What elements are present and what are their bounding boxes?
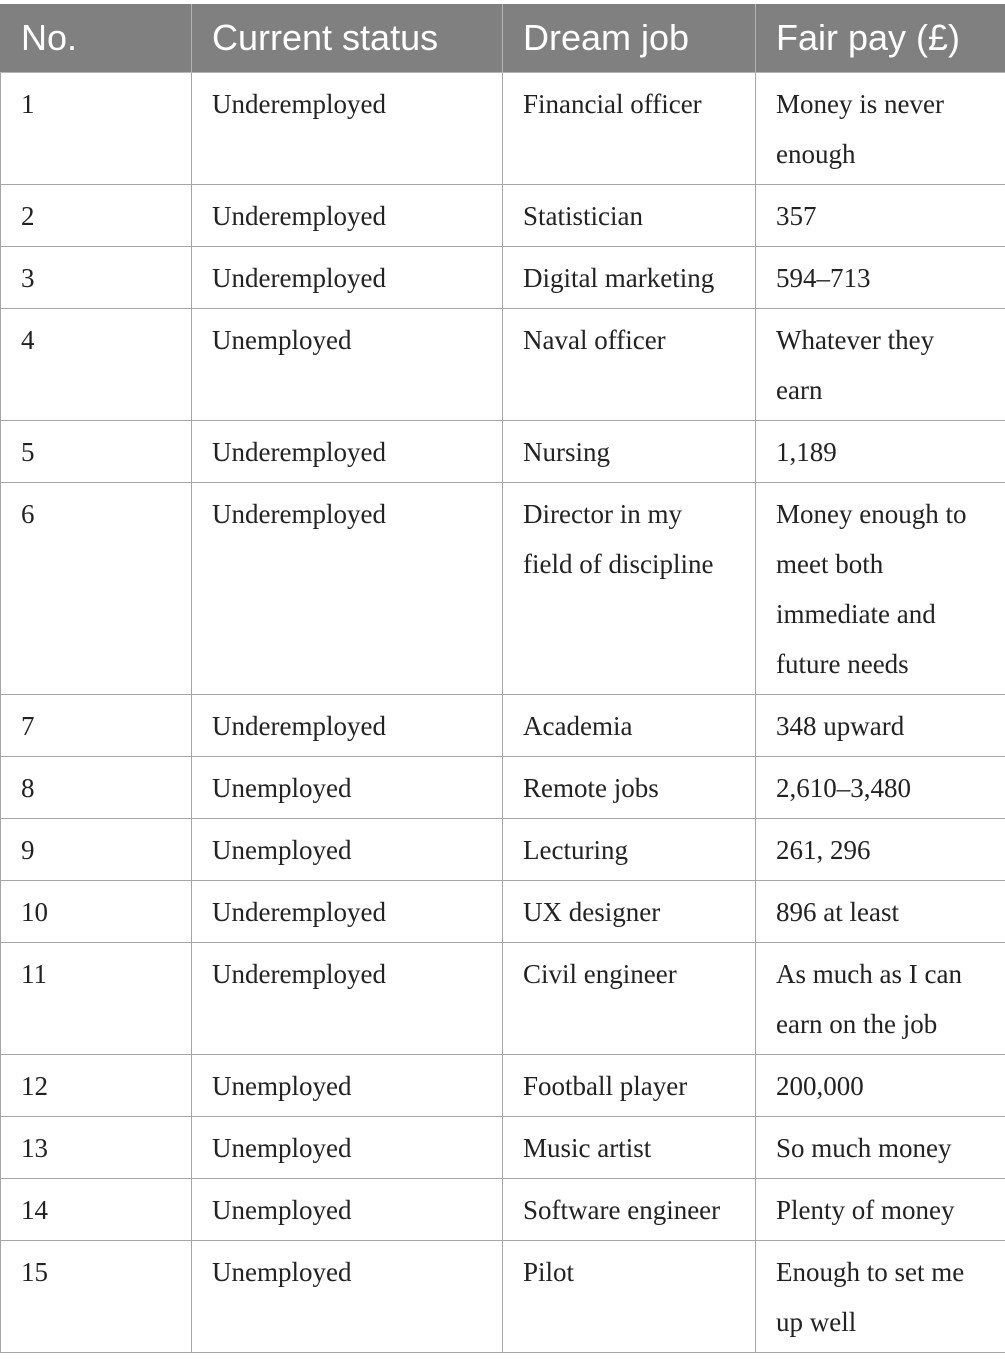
table-row [1,247,1005,309]
dream-jobs-table-container [0,4,1005,1353]
cell-no: 1 [1,73,192,185]
table-row [1,421,1005,483]
header-current-status: Current status [192,4,503,73]
cell-no: 14 [1,1179,192,1241]
cell-no: 4 [1,309,192,421]
header-no: No. [1,4,192,73]
cell-pay: So much money [756,1117,1005,1179]
cell-no: 8 [1,757,192,819]
cell-job: Software engineer [503,1179,756,1241]
cell-job: Digital marketing [503,247,756,309]
cell-pay: Whatever they earn [756,309,1005,421]
table-row [1,1241,1005,1353]
table-row [1,695,1005,757]
cell-status: Unemployed [192,819,503,881]
cell-no: 7 [1,695,192,757]
cell-status: Underemployed [192,483,503,695]
cell-status: Underemployed [192,421,503,483]
header-dream-job: Dream job [503,4,756,73]
cell-job: Nursing [503,421,756,483]
cell-pay: 2,610–3,480 [756,757,1005,819]
cell-no: 6 [1,483,192,695]
cell-no: 10 [1,881,192,943]
cell-status: Underemployed [192,695,503,757]
header-row [1,4,1005,73]
cell-job: Pilot [503,1241,756,1353]
cell-no: 11 [1,943,192,1055]
table-row [1,881,1005,943]
cell-status: Unemployed [192,757,503,819]
cell-pay: Money enough to meet both immediate and future needs [756,483,1005,695]
cell-no: 12 [1,1055,192,1117]
cell-pay: 896 at least [756,881,1005,943]
cell-status: Unemployed [192,1179,503,1241]
table-body [1,73,1005,1353]
cell-status: Unemployed [192,1241,503,1353]
cell-job: Academia [503,695,756,757]
cell-status: Underemployed [192,185,503,247]
cell-pay: 594–713 [756,247,1005,309]
cell-status: Unemployed [192,1117,503,1179]
table-header [1,4,1005,73]
cell-pay: 348 upward [756,695,1005,757]
dream-jobs-table [0,4,1005,1353]
table-row [1,309,1005,421]
table-row [1,819,1005,881]
cell-pay: As much as I can earn on the job [756,943,1005,1055]
table-row [1,1117,1005,1179]
cell-job: Music artist [503,1117,756,1179]
cell-job: Remote jobs [503,757,756,819]
cell-no: 9 [1,819,192,881]
cell-status: Unemployed [192,1055,503,1117]
cell-no: 15 [1,1241,192,1353]
cell-pay: 200,000 [756,1055,1005,1117]
cell-pay: Plenty of money [756,1179,1005,1241]
table-row [1,757,1005,819]
cell-no: 13 [1,1117,192,1179]
cell-job: Statistician [503,185,756,247]
header-fair-pay: Fair pay (£) [756,4,1005,73]
table-row [1,185,1005,247]
table-row [1,1055,1005,1117]
table-row [1,1179,1005,1241]
cell-pay: 1,189 [756,421,1005,483]
cell-job: Director in my field of discipline [503,483,756,695]
cell-job: Civil engineer [503,943,756,1055]
cell-no: 5 [1,421,192,483]
cell-job: UX designer [503,881,756,943]
cell-pay: 261, 296 [756,819,1005,881]
cell-status: Underemployed [192,73,503,185]
cell-pay: 357 [756,185,1005,247]
cell-status: Underemployed [192,943,503,1055]
cell-job: Financial officer [503,73,756,185]
cell-status: Unemployed [192,309,503,421]
table-row [1,943,1005,1055]
cell-no: 2 [1,185,192,247]
cell-job: Lecturing [503,819,756,881]
cell-job: Naval officer [503,309,756,421]
cell-status: Underemployed [192,247,503,309]
cell-status: Underemployed [192,881,503,943]
table-row [1,483,1005,695]
cell-job: Football player [503,1055,756,1117]
cell-pay: Enough to set me up well [756,1241,1005,1353]
cell-pay: Money is never enough [756,73,1005,185]
table-row [1,73,1005,185]
cell-no: 3 [1,247,192,309]
